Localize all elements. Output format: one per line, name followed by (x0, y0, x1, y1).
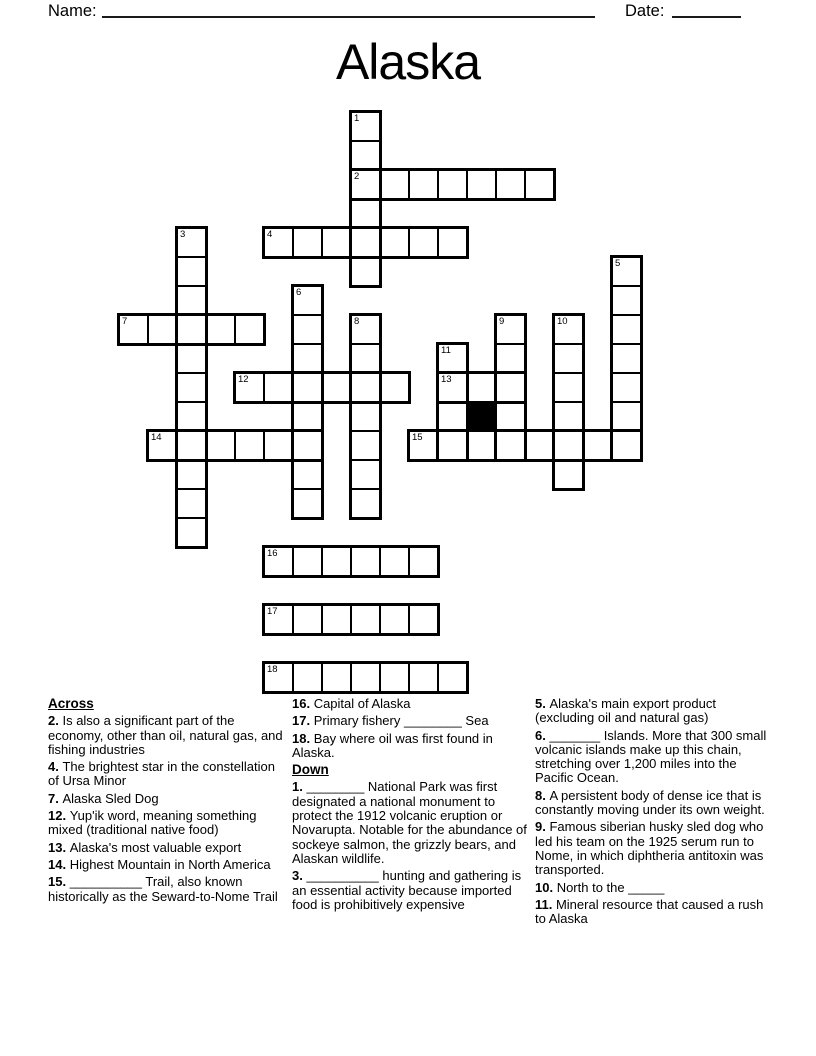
grid-cell[interactable] (147, 430, 178, 461)
grid-cell[interactable] (176, 343, 207, 374)
clue-9: 9. Famous siberian husky sled dog who led his team on the 1925 serum run to Nome, in which diphtheria antitoxin was transported. (535, 819, 764, 878)
clue-1: 1. ________ National Park was first designated a national monument to protect the 1912 volcanic eruption or Novarupta. Notable for the abundance of sockeye salmon, the grizzly bears, and Alaskan wildlife. (292, 779, 527, 866)
grid-cell[interactable] (350, 546, 381, 577)
grid-cell[interactable] (321, 662, 352, 693)
grid-cell[interactable] (263, 662, 294, 693)
cell-number: 15 (412, 432, 423, 443)
grid-cell[interactable] (437, 372, 468, 403)
grid-cell[interactable] (437, 662, 468, 693)
cell-number: 1 (354, 113, 360, 124)
grid-cell[interactable] (292, 372, 323, 403)
date-label: Date: (625, 2, 665, 20)
grid-cell[interactable] (147, 314, 178, 345)
grid-cell[interactable] (263, 546, 294, 577)
cell-number: 10 (557, 316, 568, 327)
clue-11: 11. Mineral resource that caused a rush to Alaska (535, 896, 764, 927)
grid-cell[interactable] (292, 401, 323, 432)
grid-cell[interactable] (553, 314, 584, 345)
clue-17: 17. Primary fishery ________ Sea (292, 713, 489, 729)
grid-cell[interactable] (263, 430, 294, 461)
clue-12: 12. Yup'ik word, meaning something mixed (traditional native food) (48, 808, 257, 838)
date-blank-line (672, 16, 741, 18)
cell-number: 4 (267, 229, 273, 240)
grid-cell[interactable] (437, 343, 468, 374)
grid-cell[interactable] (524, 169, 555, 200)
grid-cell[interactable] (466, 372, 497, 403)
cell-number: 5 (615, 258, 621, 269)
grid-cell[interactable] (611, 430, 642, 461)
grid-cell[interactable] (292, 488, 323, 519)
grid-cell[interactable] (611, 256, 642, 287)
grid-cell[interactable] (350, 314, 381, 345)
clues-section-heading: Across (48, 696, 94, 711)
grid-cell[interactable] (350, 662, 381, 693)
grid-cell[interactable] (379, 604, 410, 635)
clue-4: 4. The brightest star in the constellation of Ursa Minor (48, 759, 275, 789)
cell-number: 17 (267, 606, 278, 617)
grid-cell[interactable] (234, 372, 265, 403)
grid-cell[interactable] (350, 140, 381, 171)
grid-cell[interactable] (350, 169, 381, 200)
grid-cell[interactable] (292, 459, 323, 490)
grid-cell[interactable] (524, 430, 555, 461)
grid-cell[interactable] (350, 401, 381, 432)
grid-cell[interactable] (292, 430, 323, 461)
grid-cell[interactable] (176, 488, 207, 519)
clue-6: 6. _______ Islands. More that 300 small volcanic islands make up this chain, stretching over 1,200 miles into the Pacific Ocean. (535, 727, 767, 786)
grid-cell[interactable] (350, 488, 381, 519)
clue-10: 10. North to the _____ (535, 879, 665, 895)
grid-cell[interactable] (176, 256, 207, 287)
grid-cell[interactable] (408, 430, 439, 461)
grid-cell[interactable] (350, 372, 381, 403)
cell-number: 11 (441, 345, 451, 356)
cell-number: 6 (296, 287, 302, 298)
grid-cell[interactable] (350, 111, 381, 142)
grid-cell[interactable] (292, 343, 323, 374)
grid-cell[interactable] (321, 546, 352, 577)
grid-cell[interactable] (495, 430, 526, 461)
grid-cell[interactable] (321, 227, 352, 258)
grid-cell[interactable] (350, 459, 381, 490)
grid-cell[interactable] (321, 604, 352, 635)
cell-number: 8 (354, 316, 360, 327)
grid-cell[interactable] (495, 314, 526, 345)
grid-cell[interactable] (611, 401, 642, 432)
cell-number: 2 (354, 171, 360, 182)
black-cell (466, 401, 497, 432)
grid-cell[interactable] (553, 459, 584, 490)
grid-cell[interactable] (408, 546, 439, 577)
grid-cell[interactable] (176, 401, 207, 432)
grid-cell[interactable] (176, 372, 207, 403)
name-blank-line (102, 16, 595, 18)
clues-column-1 (48, 697, 288, 907)
grid-cell[interactable] (495, 401, 526, 432)
grid-cell[interactable] (263, 227, 294, 258)
cell-number: 3 (180, 229, 186, 240)
clue-13: 13. Alaska's most valuable export (48, 839, 242, 855)
grid-cell[interactable] (234, 314, 265, 345)
grid-cell[interactable] (611, 314, 642, 345)
grid-cell[interactable] (321, 372, 352, 403)
grid-cell[interactable] (292, 314, 323, 345)
grid-cell[interactable] (292, 285, 323, 316)
grid-cell[interactable] (234, 430, 265, 461)
grid-cell[interactable] (437, 430, 468, 461)
grid-cell[interactable] (611, 372, 642, 403)
grid-cell[interactable] (379, 662, 410, 693)
grid-cell[interactable] (379, 372, 410, 403)
clues-section-heading: Down (292, 762, 329, 778)
grid-cell[interactable] (379, 169, 410, 200)
grid-cell[interactable] (292, 227, 323, 258)
clue-8: 8. A persistent body of dense ice that is constantly moving under its own weight. (535, 787, 765, 818)
grid-cell[interactable] (437, 401, 468, 432)
grid-cell[interactable] (495, 169, 526, 200)
clue-14: 14. Highest Mountain in North America (48, 856, 271, 872)
clue-3: 3. __________ hunting and gathering is an essential activity because imported food is prohibitively expensive (292, 868, 522, 912)
grid-cell[interactable] (437, 169, 468, 200)
grid-cell[interactable] (466, 430, 497, 461)
grid-cell[interactable] (379, 227, 410, 258)
cell-number: 7 (122, 316, 128, 327)
grid-cell[interactable] (611, 285, 642, 316)
cell-number: 16 (267, 548, 278, 559)
grid-cell[interactable] (176, 227, 207, 258)
cell-number: 9 (499, 316, 505, 327)
grid-cell[interactable] (263, 372, 294, 403)
grid-cell[interactable] (350, 227, 381, 258)
grid-cell[interactable] (408, 227, 439, 258)
page-title: Alaska (335, 34, 481, 90)
cell-number: 13 (441, 374, 452, 385)
grid-cell[interactable] (350, 198, 381, 229)
grid-cell[interactable] (611, 343, 642, 374)
grid-cell[interactable] (466, 169, 497, 200)
grid-cell[interactable] (350, 604, 381, 635)
grid-cell[interactable] (176, 314, 207, 345)
clue-15: 15. __________ Trail, also known historically as the Seward-to-Nome Trail (48, 874, 278, 904)
grid-cell[interactable] (292, 546, 323, 577)
cell-number: 12 (238, 374, 249, 385)
grid-cell[interactable] (553, 372, 584, 403)
grid-cell[interactable] (379, 546, 410, 577)
grid-cell[interactable] (263, 604, 294, 635)
clue-5: 5. Alaska's main export product (excluding oil and natural gas) (535, 696, 716, 726)
name-label: Name: (48, 2, 97, 20)
grid-cell[interactable] (176, 517, 207, 548)
grid-cell[interactable] (408, 662, 439, 693)
grid-cell[interactable] (176, 459, 207, 490)
cell-number: 18 (267, 664, 278, 675)
grid-cell[interactable] (350, 430, 381, 461)
grid-cell[interactable] (205, 430, 236, 461)
grid-cell[interactable] (350, 256, 381, 287)
clues-column-3 (535, 697, 775, 929)
grid-cell[interactable] (437, 227, 468, 258)
grid-cell[interactable] (350, 343, 381, 374)
clue-16: 16. Capital of Alaska (292, 696, 411, 711)
grid-cell[interactable] (495, 343, 526, 374)
grid-cell[interactable] (408, 604, 439, 635)
grid-cell[interactable] (553, 343, 584, 374)
clue-18: 18. Bay where oil was first found in Alaska. (292, 730, 493, 760)
clue-7: 7. Alaska Sled Dog (48, 790, 159, 806)
cell-number: 14 (151, 432, 162, 443)
grid-cell[interactable] (292, 604, 323, 635)
grid-cell[interactable] (292, 662, 323, 693)
grid-cell[interactable] (176, 430, 207, 461)
grid-cell[interactable] (495, 372, 526, 403)
grid-cell[interactable] (408, 169, 439, 200)
grid-cell[interactable] (205, 314, 236, 345)
grid-cell[interactable] (176, 285, 207, 316)
grid-cell[interactable] (582, 430, 613, 461)
grid-cell[interactable] (118, 314, 149, 345)
clues-column-2 (292, 697, 532, 915)
clue-2: 2. Is also a significant part of the economy, other than oil, natural gas, and fishing industries (48, 713, 283, 757)
grid-cell[interactable] (553, 430, 584, 461)
grid-cell[interactable] (553, 401, 584, 432)
